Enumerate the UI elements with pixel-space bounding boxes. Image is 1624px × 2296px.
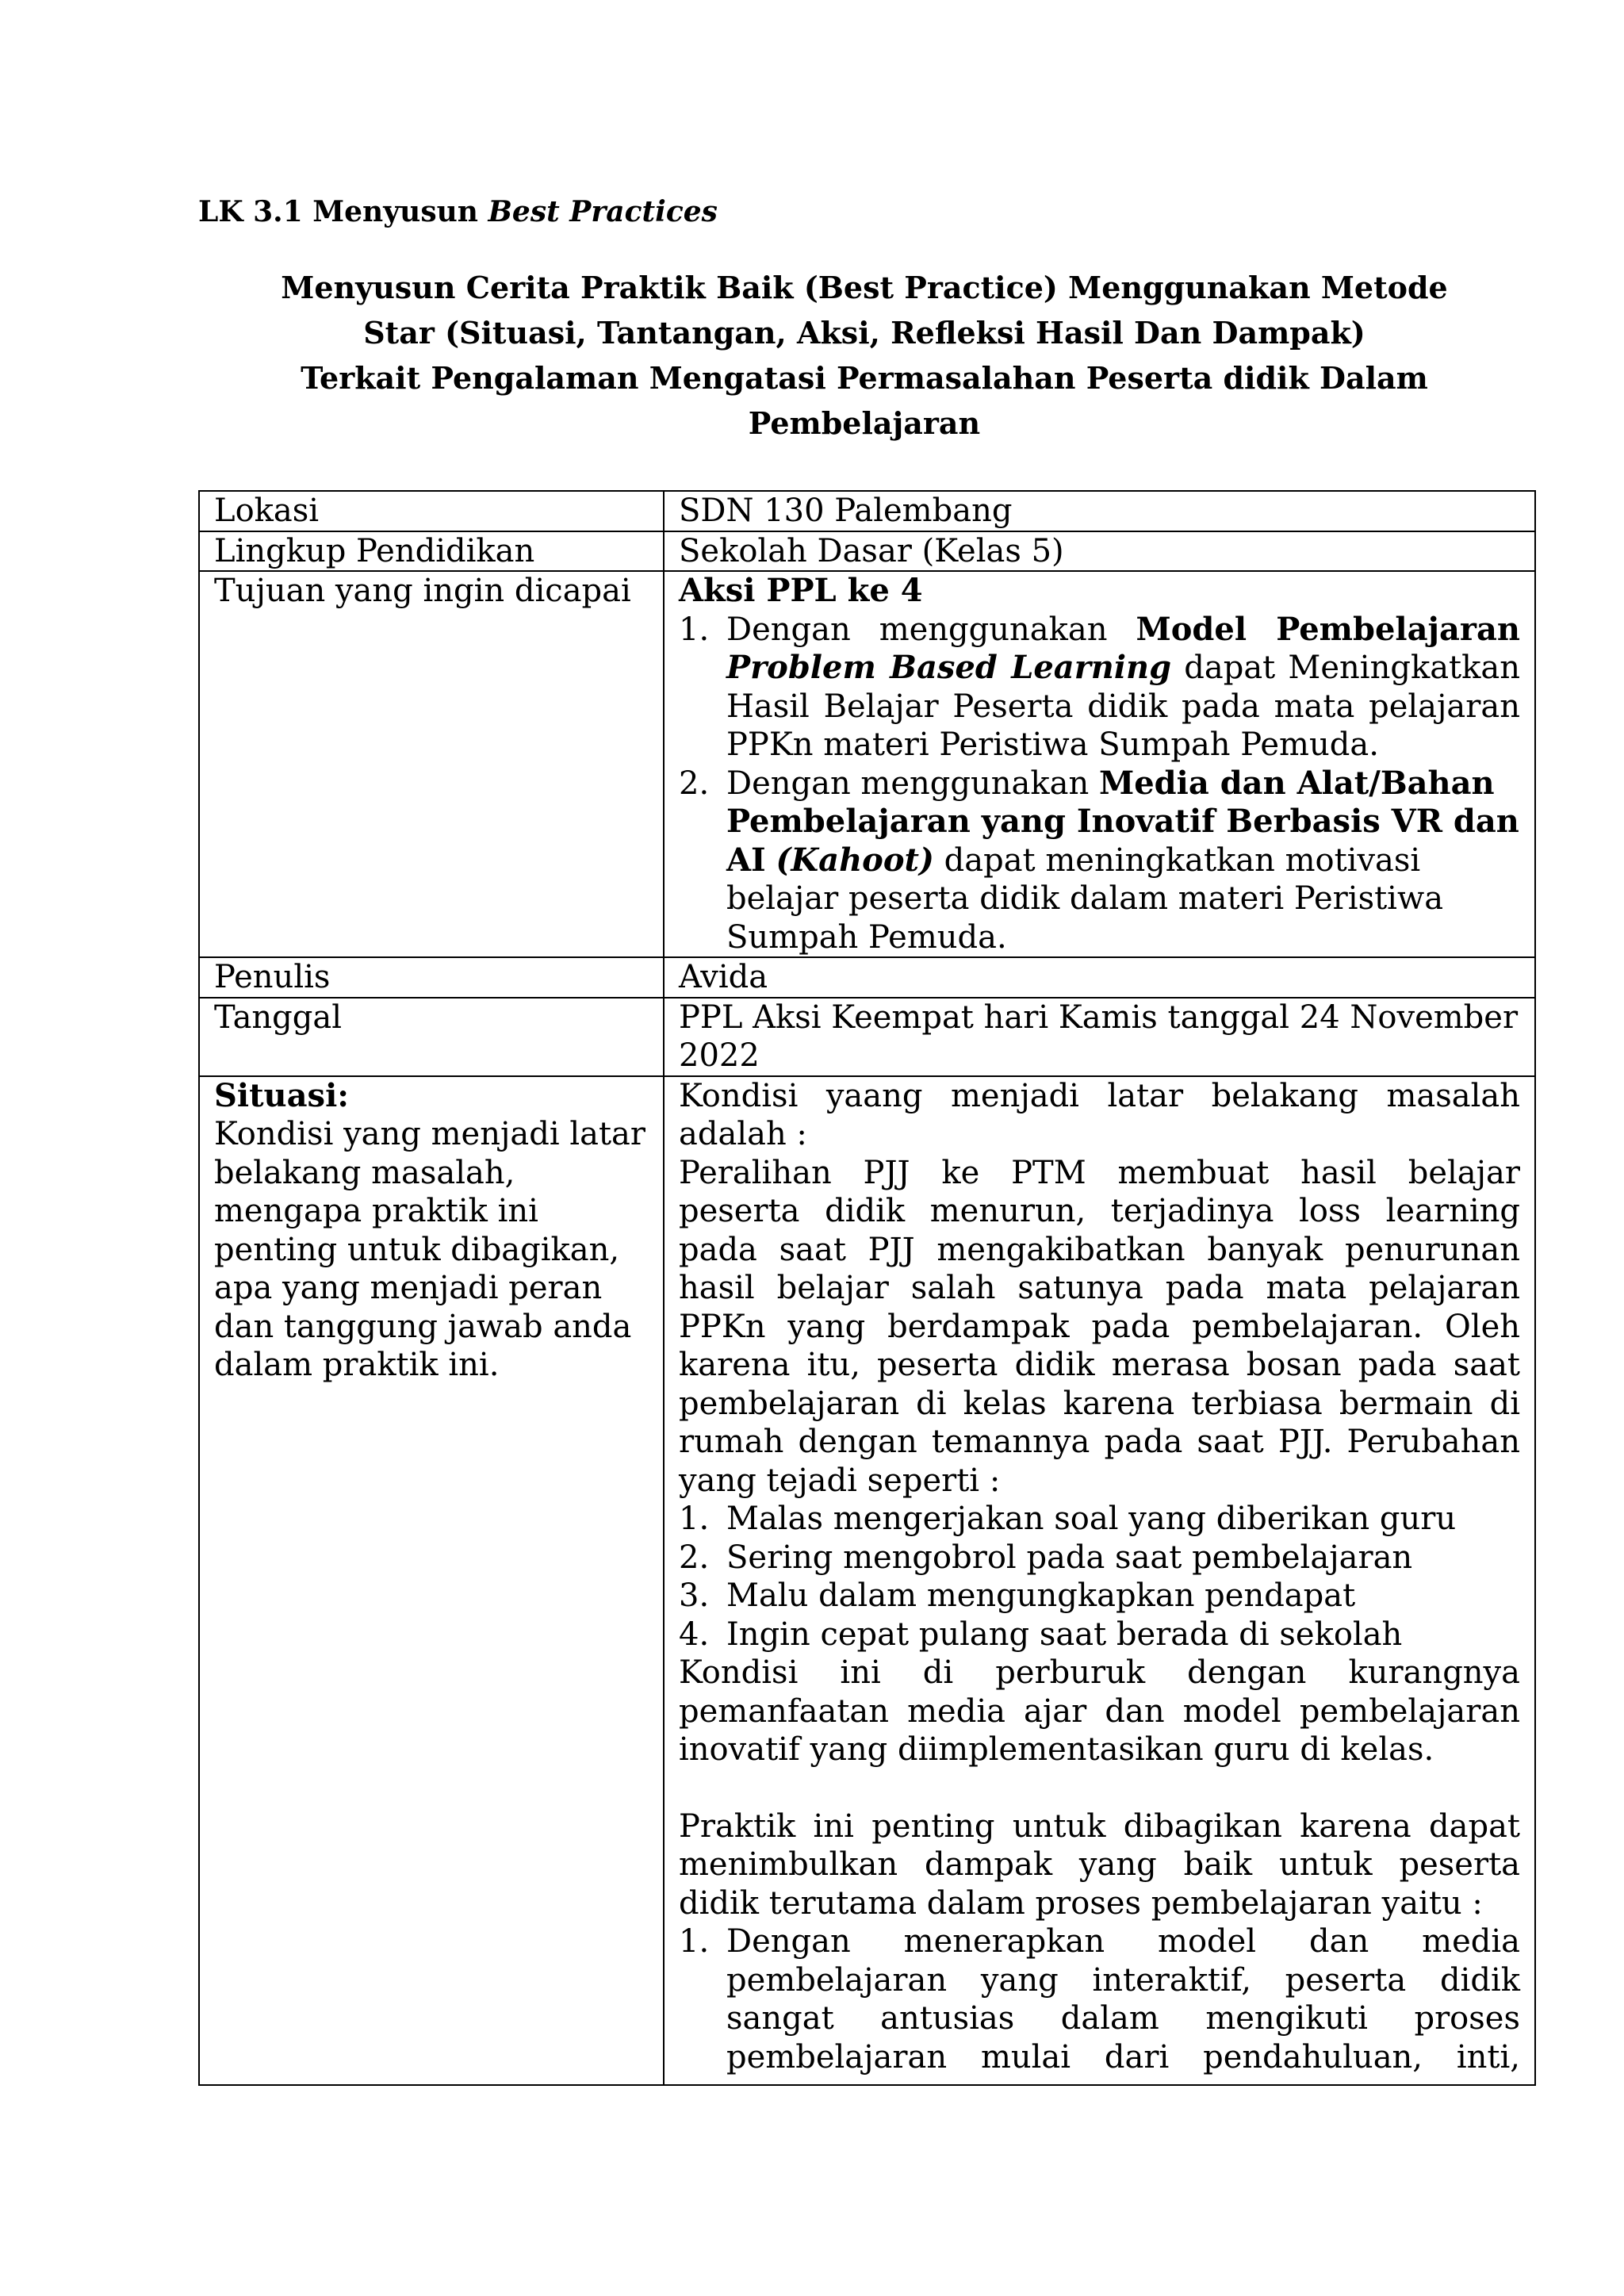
- change-item: 1. Malas mengerjakan soal yang diberikan guru: [679, 1501, 1457, 1537]
- row-lingkup: [199, 531, 1535, 572]
- title-line-4: Pembelajaran: [748, 405, 981, 441]
- lokasi-label: Lokasi: [199, 491, 664, 531]
- row-tanggal: [199, 998, 1535, 1076]
- row-tujuan: [199, 571, 1535, 957]
- lingkup-value: Sekolah Dasar (Kelas 5): [664, 531, 1535, 572]
- tujuan-item-2: [679, 765, 1520, 957]
- row-lokasi: [199, 491, 1535, 531]
- situasi-intro: Kondisi yaang menjadi latar belakang masalah adalah :: [679, 1077, 1520, 1152]
- tujuan-value: [664, 571, 1535, 957]
- impact-list: [679, 1922, 1520, 2076]
- worksheet-label-italic: Best Practices: [488, 195, 718, 228]
- worksheet-label: LK 3.1 Menyusun Best Practices: [198, 195, 718, 228]
- situasi-paragraph-2: Kondisi ini di perburuk dengan kurangnya pemanfaatan media ajar dan model pembelajaran inovatif yang diimplementasikan guru di kelas.: [679, 1654, 1520, 1768]
- title-line-2: Star (Situasi, Tantangan, Aksi, Refleksi Hasil Dan Dampak): [363, 315, 1365, 351]
- change-item: 4. Ingin cepat pulang saat berada di sekolah: [679, 1616, 1403, 1653]
- best-practice-table: [198, 490, 1536, 2086]
- situasi-paragraph-1: Peralihan PJJ ke PTM membuat hasil belajar peserta didik menurun, terjadinya loss learning pada saat PJJ mengakibatkan banyak penurunan hasil belajar salah satunya pada mata pelajaran PPKn yang berdampak pada pembelajaran. Oleh karena itu, peserta didik merasa bosan pada saat pembelajaran di kelas karena terbiasa bermain di rumah dengan temannya pada saat PJJ. Perubahan yang tejadi seperti :: [679, 1154, 1520, 1499]
- document-title: [198, 265, 1530, 446]
- row-penulis: [199, 957, 1535, 998]
- situasi-label-cell: [199, 1076, 664, 2085]
- tujuan-item-1: [679, 611, 1520, 765]
- lokasi-value: SDN 130 Palembang: [664, 491, 1535, 531]
- change-item: 3. Malu dalam mengungkapkan pendapat: [679, 1577, 1356, 1614]
- situasi-paragraph-3: Praktik ini penting untuk dibagikan karena dapat menimbulkan dampak yang baik untuk peserta didik terutama dalam proses pembelajaran yaitu :: [679, 1807, 1520, 1922]
- tujuan-heading: Aksi PPL ke 4: [679, 572, 923, 609]
- title-line-3: Terkait Pengalaman Mengatasi Permasalahan Peserta didik Dalam: [301, 360, 1428, 396]
- tujuan-item-2-number: 2.: [679, 765, 710, 802]
- title-line-1: Menyusun Cerita Praktik Baik (Best Practice) Menggunakan Metode: [281, 270, 1448, 305]
- situasi-label: Situasi:: [214, 1076, 350, 1114]
- penulis-label: Penulis: [199, 957, 664, 998]
- change-item: 2. Sering mengobrol pada saat pembelajaran: [679, 1539, 1413, 1576]
- tujuan-item-1-text: Dengan menggunakan Model Pembelajaran Problem Based Learning dapat Meningkatkan Hasil Belajar Peserta didik pada mata pelajaran PPKn materi Peristiwa Sumpah Pemuda.: [726, 610, 1520, 763]
- paragraph-gap: [679, 1769, 1520, 1807]
- penulis-value: Avida: [664, 957, 1535, 998]
- tujuan-list: [679, 611, 1520, 957]
- tujuan-item-2-text: Dengan menggunakan Media dan Alat/Bahan Pembelajaran yang Inovatif Berbasis VR dan AI (Kahoot) dapat meningkatkan motivasi belajar peserta didik dalam materi Peristiwa Sumpah Pemuda.: [726, 764, 1519, 956]
- changes-list: [679, 1500, 1520, 1654]
- tujuan-item-1-number: 1.: [679, 611, 710, 648]
- situasi-description: Kondisi yang menjadi latar belakang masalah, mengapa praktik ini penting untuk dibagikan, apa yang menjadi peran dan tanggung jawab anda dalam praktik ini.: [214, 1116, 646, 1383]
- tanggal-value: PPL Aksi Keempat hari Kamis tanggal 24 November 2022: [664, 998, 1535, 1076]
- row-situasi: [199, 1076, 1535, 2085]
- tanggal-label: Tanggal: [199, 998, 664, 1076]
- situasi-content: [664, 1076, 1535, 2085]
- lingkup-label: Lingkup Pendidikan: [199, 531, 664, 572]
- impact-item-1: 1. Dengan menerapkan model dan media pembelajaran yang interaktif, peserta didik sangat antusias dalam mengikuti proses pembelajaran mulai dari pendahuluan, inti,: [679, 1923, 1520, 2076]
- tujuan-label: Tujuan yang ingin dicapai: [199, 571, 664, 957]
